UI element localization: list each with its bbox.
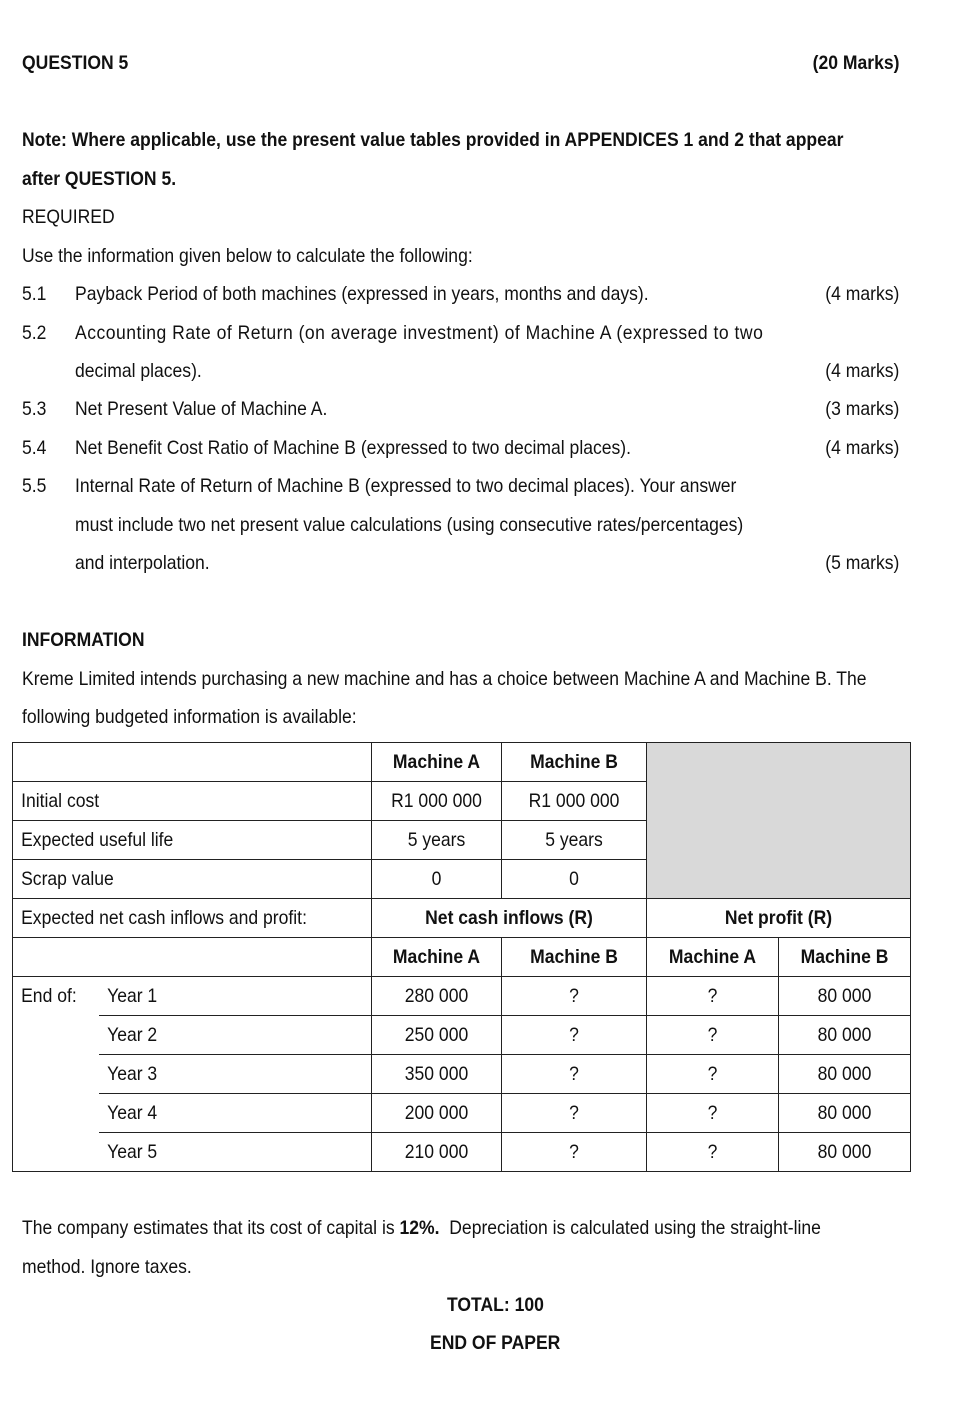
cost-of-capital-post: Depreciation is calculated using the straight-line bbox=[449, 1217, 821, 1239]
header-machine-b: Machine B bbox=[530, 750, 618, 773]
table-cell: 250 000 bbox=[404, 1023, 469, 1046]
year-label: Year 2 bbox=[106, 1023, 157, 1046]
note-line-1: Note: Where applicable, use the present value tables provided in APPENDICES 1 and 2 that appear bbox=[22, 129, 844, 151]
table-row bbox=[13, 1094, 911, 1133]
year-label: Year 3 bbox=[106, 1062, 157, 1085]
table-cell: 80 000 bbox=[817, 1101, 872, 1124]
item-number: 5.5 bbox=[22, 475, 47, 497]
item-marks: (4 marks) bbox=[824, 360, 899, 382]
header-machine-b: Machine B bbox=[530, 945, 618, 968]
item-text: and interpolation. bbox=[75, 552, 210, 574]
item-text: Internal Rate of Return of Machine B (expressed to two decimal places). Your answer bbox=[75, 475, 737, 497]
item-text: must include two net present value calculations (using consecutive rates/percentages) bbox=[75, 514, 744, 536]
cost-of-capital-pre: The company estimates that its cost of capital is bbox=[22, 1217, 395, 1239]
table-cell: 5 years bbox=[407, 828, 466, 851]
item-text: Accounting Rate of Return (on average investment) of Machine A (expressed to two bbox=[75, 322, 764, 344]
header-net-profit: Net profit (R) bbox=[724, 906, 833, 929]
row-label: Scrap value bbox=[21, 867, 114, 890]
table-cell: ? bbox=[707, 1140, 718, 1163]
item-number: 5.2 bbox=[22, 322, 47, 344]
item-marks: (3 marks) bbox=[824, 398, 899, 420]
question-title: QUESTION 5 bbox=[22, 52, 129, 74]
ignore-taxes-line: method. Ignore taxes. bbox=[22, 1256, 192, 1278]
table-cell: 0 bbox=[431, 867, 442, 890]
table-cell: 80 000 bbox=[817, 1062, 872, 1085]
header-machine-a: Machine A bbox=[392, 945, 481, 968]
row-label: Expected net cash inflows and profit: bbox=[21, 906, 307, 929]
total-marks: (20 Marks) bbox=[812, 52, 899, 74]
table-row bbox=[13, 1016, 911, 1055]
item-marks: (4 marks) bbox=[824, 437, 899, 459]
table-cell: ? bbox=[569, 1062, 579, 1085]
required-heading: REQUIRED bbox=[22, 206, 115, 228]
item-text: Net Benefit Cost Ratio of Machine B (expressed to two decimal places). bbox=[75, 437, 632, 459]
table-cell: 80 000 bbox=[817, 1140, 872, 1163]
table-row bbox=[13, 1133, 911, 1172]
note-line-2: after QUESTION 5. bbox=[22, 168, 177, 190]
row-label: Expected useful life bbox=[21, 828, 174, 851]
table-row bbox=[13, 938, 911, 977]
table-cell: 5 years bbox=[545, 828, 603, 851]
information-line-2: following budgeted information is available: bbox=[22, 706, 357, 728]
table-cell: ? bbox=[707, 1023, 718, 1046]
year-label: Year 1 bbox=[106, 984, 157, 1007]
information-heading: INFORMATION bbox=[22, 629, 145, 651]
table-cell: ? bbox=[569, 1101, 579, 1124]
shaded-cell bbox=[647, 743, 911, 899]
item-text: Net Present Value of Machine A. bbox=[75, 398, 328, 420]
year-label: Year 4 bbox=[106, 1101, 157, 1124]
cost-of-capital-value: 12%. bbox=[399, 1217, 440, 1239]
required-intro: Use the information given below to calculate the following: bbox=[22, 245, 473, 267]
table-row bbox=[13, 1055, 911, 1094]
table-cell: ? bbox=[569, 1023, 579, 1046]
table-cell: ? bbox=[569, 1140, 579, 1163]
table-cell: 0 bbox=[569, 867, 579, 890]
item-number: 5.1 bbox=[22, 283, 47, 305]
table-row bbox=[13, 743, 911, 782]
table-cell: 80 000 bbox=[817, 984, 872, 1007]
table-cell: 280 000 bbox=[404, 984, 469, 1007]
table-cell: 350 000 bbox=[404, 1062, 469, 1085]
information-line-1: Kreme Limited intends purchasing a new machine and has a choice between Machine A and Machine B. The bbox=[22, 668, 867, 690]
item-marks: (4 marks) bbox=[824, 283, 899, 305]
header-machine-a: Machine A bbox=[668, 945, 757, 968]
table-cell: ? bbox=[569, 984, 579, 1007]
header-machine-a: Machine A bbox=[392, 750, 481, 773]
item-text: decimal places). bbox=[75, 360, 202, 382]
item-text: Payback Period of both machines (expressed in years, months and days). bbox=[75, 283, 649, 305]
end-of-paper: END OF PAPER bbox=[430, 1332, 561, 1354]
row-label: Initial cost bbox=[21, 789, 100, 812]
year-label: Year 5 bbox=[106, 1140, 157, 1163]
table-cell: 200 000 bbox=[404, 1101, 469, 1124]
table-cell: R1 000 000 bbox=[528, 789, 620, 812]
table-cell: R1 000 000 bbox=[391, 789, 482, 812]
item-number: 5.4 bbox=[22, 437, 47, 459]
budget-table bbox=[12, 742, 911, 1172]
header-machine-b: Machine B bbox=[800, 945, 889, 968]
total-label: TOTAL: 100 bbox=[447, 1294, 544, 1316]
table-cell: ? bbox=[707, 1101, 718, 1124]
table-cell: 80 000 bbox=[817, 1023, 872, 1046]
table-row bbox=[13, 977, 911, 1016]
end-of-label: End of: bbox=[21, 984, 77, 1007]
table-cell: ? bbox=[707, 1062, 718, 1085]
table-row bbox=[13, 899, 911, 938]
table-cell: 210 000 bbox=[404, 1140, 469, 1163]
cost-of-capital-line bbox=[22, 1216, 821, 1240]
header-net-cash-inflows: Net cash inflows (R) bbox=[425, 906, 593, 929]
table-cell: ? bbox=[707, 984, 718, 1007]
item-marks: (5 marks) bbox=[824, 552, 899, 574]
item-number: 5.3 bbox=[22, 398, 47, 420]
